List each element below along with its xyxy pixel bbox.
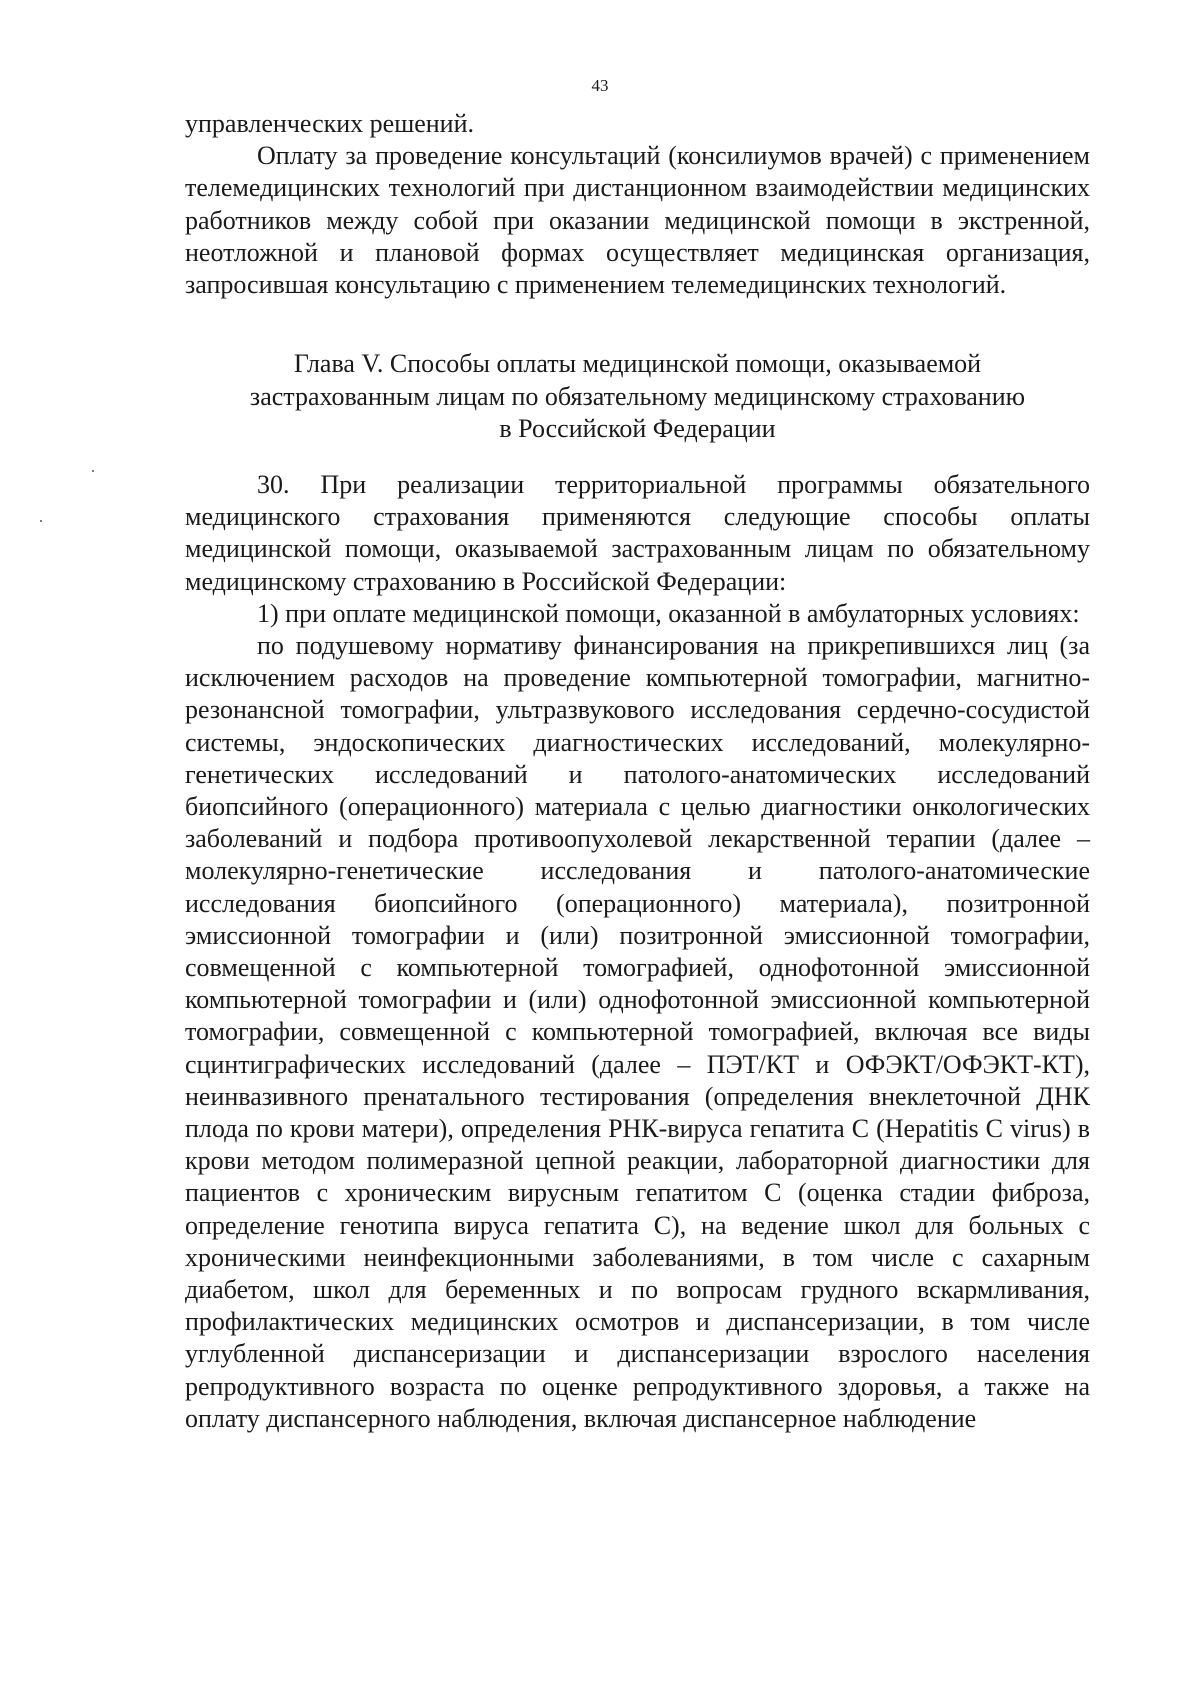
chapter-heading [185, 348, 1090, 446]
chapter-heading-line-3: в Российской Федерации [499, 414, 776, 444]
per-capita-paragraph: по подушевому нормативу финансирования на прикрепившихся лиц (за исключением расходов на проведение компьютерной томографии, магнитно-резонансной томографии, ультразвукового исследования сердечно-сосудистой системы, эндоскопических диагностических исследований, молекулярно-генетических исследований и патолого-анатомических исследований биопсийного (операционного) материала с целью диагностики онкологических заболеваний и подбора противоопухолевой лекарственной терапии (далее – молекулярно-генетические исследования и патолого-анатомические исследования биопсийного (операционного) материала), позитронной эмиссионной томографии и (или) позитронной эмиссионной томографии, совмещенной с компьютерной томографией, однофотонной эмиссионной компьютерной томографии и (или) однофотонной эмиссионной компьютерной томографии, совмещенной с компьютерной томографией, включая все виды сцинтиграфических исследований (далее – ПЭТ/КТ и ОФЭКТ/ОФЭКТ-КТ), неинвазивного пренатального тестирования (определения внеклеточной ДНК плода по крови матери), определения РНК-вируса гепатита C (Hepatitis C virus) в крови методом полимеразной цепной реакции, лабораторной диагностики для пациентов с хроническим вирусным гепатитом C (оценка стадии фиброза, определение генотипа вируса гепатита C), на ведение школ для больных с хроническими неинфекционными заболеваниями, в том числе с сахарным диабетом, школ для беременных и по вопросам грудного вскармливания, профилактических медицинских осмотров и диспансеризации, в том числе углубленной диспансеризации и диспансеризации взрослого населения репродуктивного возраста по оценке репродуктивного здоровья, а также на оплату диспансерного наблюдения, включая диспансерное наблюдение [185, 631, 1090, 1433]
scan-speck [40, 520, 42, 522]
section-30-block [185, 469, 1090, 1435]
payment-paragraph: Оплату за проведение консультаций (консилиумов врачей) с применением телемедицинских технологий при дистанционном взаимодействии медицинских работников между собой при оказании медицинской помощи в экстренной, неотложной и плановой формах осуществляет медицинская организация, запросившая консультацию с применением телемедицинских технологий. [185, 141, 1090, 300]
chapter-heading-line-1: Глава V. Способы оплаты медицинской помощи, оказываемой [293, 349, 982, 378]
item-30-paragraph: 30. При реализации территориальной программы обязательного медицинского страхования применяются следующие способы оплаты медицинской помощи, оказываемой застрахованным лицам по обязательному медицинскому страхованию в Российской Федерации: [185, 470, 1090, 596]
continuation-line: управленческих решений. [185, 109, 475, 138]
scan-speck [92, 470, 94, 472]
intro-block [185, 108, 1090, 301]
subitem-1-paragraph: 1) при оплате медицинской помощи, оказанной в амбулаторных условиях: [257, 598, 1080, 628]
page-number: 43 [591, 76, 609, 95]
chapter-heading-line-2: застрахованным лицам по обязательному медицинскому страхованию [249, 381, 1026, 411]
